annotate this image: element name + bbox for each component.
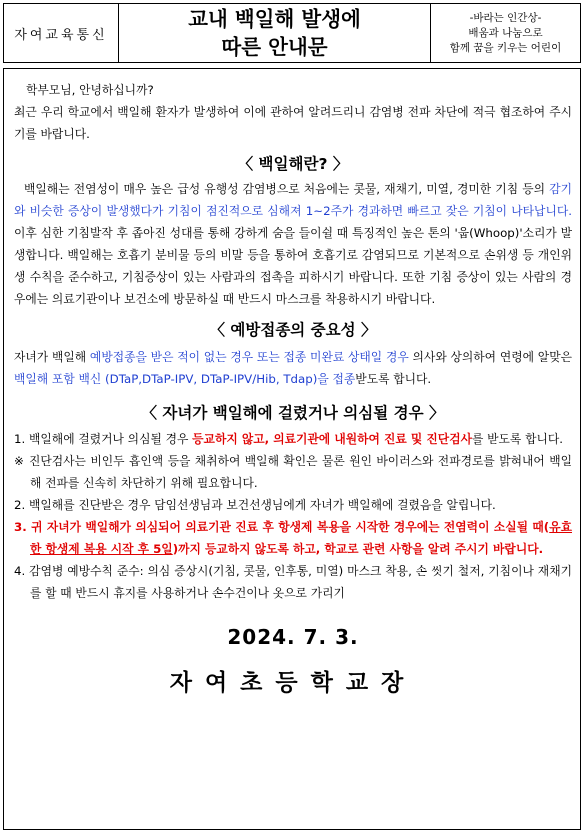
school-motto bbox=[431, 4, 580, 62]
greeting: 학부모님, 안녕하십니까? bbox=[26, 83, 154, 97]
vaccination-paragraph bbox=[14, 346, 572, 390]
vaccination-text-a: 자녀가 백일해 bbox=[14, 350, 90, 364]
title-line-1: 교내 백일해 발생에 bbox=[188, 7, 361, 31]
section-title-pertussis: 〈 백일해란? 〉 bbox=[237, 155, 349, 173]
instruction-3-text-a: 3. 귀 자녀가 백일해가 의심되어 의료기관 진료 후 항생제 복용을 시작한 경우에는 전염력이 소실될 때( bbox=[14, 520, 550, 534]
motto-line-2: 배움과 나눔으로 bbox=[468, 26, 543, 39]
letter-body bbox=[14, 79, 572, 694]
instruction-item-4: 4. 감염병 예방수칙 준수: 의심 증상시(기침, 콧물, 인후통, 미열) 마스크 착용, 손 씻기 철저, 기침이나 재채기를 할 때 반드시 휴지를 사용하거나 손수건이나 옷으로 가리기 bbox=[14, 564, 572, 600]
motto-line-3: 함께 꿈을 키우는 어린이 bbox=[449, 41, 562, 54]
section-title-vaccination: 〈 예방접종의 중요성 〉 bbox=[209, 321, 377, 339]
vaccination-condition-highlight: 예방접종을 받은 적이 없는 경우 또는 접종 미완료 상태일 경우 bbox=[89, 350, 409, 364]
letter-body-frame bbox=[3, 68, 581, 830]
vaccination-text-b: 의사와 상의하여 연령에 알맞은 bbox=[408, 350, 572, 364]
section-title-if-infected: 〈 자녀가 백일해에 걸렸거나 의심될 경우 〉 bbox=[141, 404, 445, 422]
instructions-list bbox=[14, 428, 572, 604]
newsletter-label bbox=[4, 4, 119, 62]
intro-paragraph: 최근 우리 학교에서 백일해 환자가 발생하여 이에 관하여 알려드리니 감염병 전파 차단에 적극 협조하여 주시기를 바랍니다. bbox=[14, 105, 572, 141]
pertussis-symptoms-highlight: 감기와 비슷한 증상이 발생했다가 기침이 점진적으로 심해져 1~2주가 경과하면 빠르고 잦은 기침이 나타납니다. bbox=[14, 182, 572, 218]
instruction-item-2: 2. 백일해를 진단받은 경우 담임선생님과 보건선생님에게 자녀가 백일해에 걸렸음을 알립니다. bbox=[14, 498, 496, 512]
instruction-item-3 bbox=[14, 516, 572, 560]
pertussis-text-b: 이후 심한 기침발작 후 좁아진 성대를 통해 강하게 숨을 들이쉴 때 특징적인 높은 톤의 '웁(Whoop)'소리가 발생합니다. 백일해는 호흡기 분비물 등의 비말 등을 통하여 호흡기로 감염되므로 기본적으로 손위생 등 개인위생 수칙을 준수하고, 기침증상이 있는 사람과의 접촉을 피하시기 바랍니다. 또한 기침 증상이 있는 사람의 경우에는 의료기관이나 보건소에 방문하실 때 반드시 마스크를 착용하시기 바랍니다. bbox=[14, 226, 572, 306]
motto-line-1: -바라는 인간상- bbox=[469, 11, 542, 24]
newsletter-label-text: 자여교육통신 bbox=[14, 27, 108, 43]
instruction-item-1 bbox=[14, 428, 572, 450]
title-line-2: 따른 안내문 bbox=[221, 35, 328, 59]
instruction-1-highlight: 등교하지 않고, 의료기관에 내원하여 진료 및 진단검사 bbox=[192, 432, 472, 446]
vaccination-text-c: 받도록 합니다. bbox=[355, 372, 432, 386]
instruction-3-text-b: )까지 등교하지 않도록 하고, 학교로 관련 사항을 알려 주시기 바랍니다. bbox=[172, 542, 544, 556]
diagnostic-note: ※ 진단검사는 비인두 흡인액 등을 채취하여 백일해 확인은 물론 원인 바이러스와 전파경로를 밝혀내어 백일해 전파를 신속히 차단하기 위해 필요합니다. bbox=[14, 454, 572, 490]
letter-title bbox=[119, 4, 431, 62]
letter-date: 2024. 7. 3. bbox=[227, 625, 359, 649]
letter-header bbox=[3, 3, 581, 63]
instruction-1-text-b: 를 받도록 합니다. bbox=[472, 432, 564, 446]
pertussis-description bbox=[14, 178, 572, 310]
pertussis-text-a: 백일해는 전염성이 매우 높은 급성 유행성 감염병으로 처음에는 콧물, 재채기, 미열, 경미한 기침 등의 bbox=[24, 182, 550, 196]
instruction-3-underlined: 유효한 항생제 복용 시작 후 5일 bbox=[30, 520, 572, 556]
instruction-1-text-a: 1. 백일해에 걸렸거나 의심될 경우 bbox=[14, 432, 193, 446]
school-signature: 자여초등학교장 bbox=[169, 670, 417, 696]
vaccine-types-highlight: 백일해 포함 백신 (DTaP,DTaP-IPV, DTaP-IPV/Hib, Tdap)을 접종 bbox=[14, 372, 356, 386]
